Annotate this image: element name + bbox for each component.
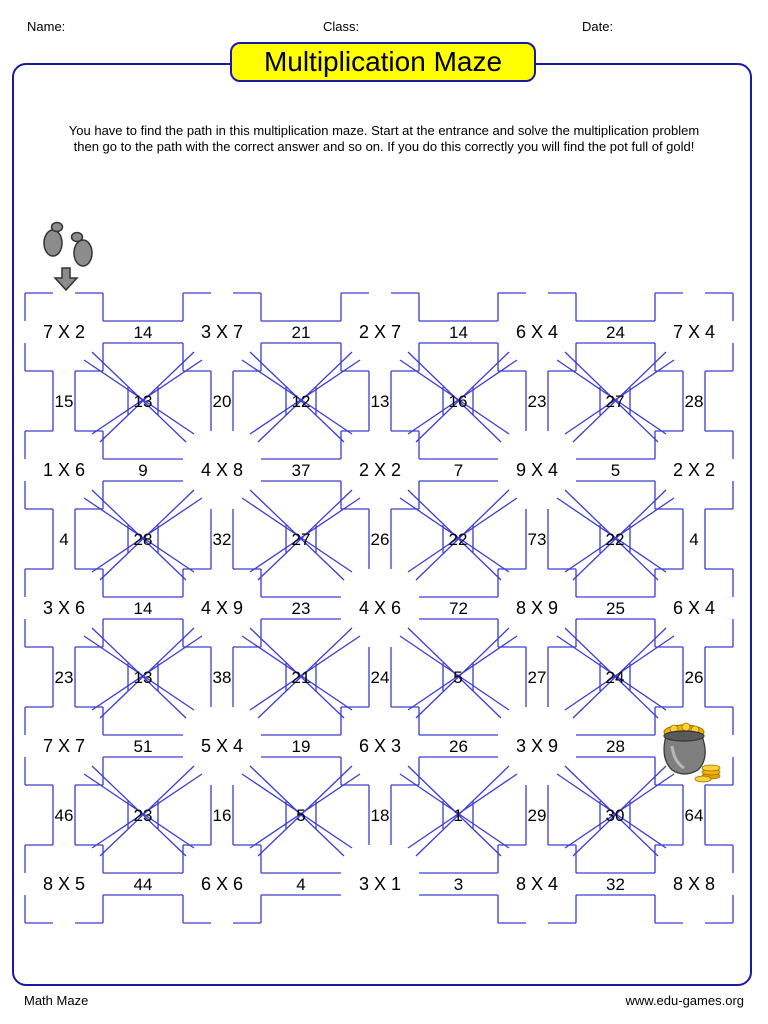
maze-answer: 7 bbox=[453, 461, 464, 480]
maze-answer: 5 bbox=[610, 461, 621, 480]
maze-answer: 64 bbox=[684, 806, 704, 825]
maze-answer: 26 bbox=[449, 737, 468, 756]
maze-problem: 6 X 6 bbox=[200, 874, 244, 894]
maze-answer: 27 bbox=[291, 530, 311, 549]
maze-problem: 4 X 8 bbox=[200, 460, 244, 480]
maze-answer: 13 bbox=[133, 668, 153, 687]
maze-answer: 28 bbox=[684, 392, 704, 411]
maze-problem: 9 X 4 bbox=[515, 460, 559, 480]
maze-answer: 15 bbox=[54, 392, 74, 411]
maze-answer: 5 bbox=[296, 806, 306, 825]
maze-answer: 21 bbox=[291, 323, 311, 342]
maze-problem: 1 X 6 bbox=[42, 460, 86, 480]
down-arrow-icon bbox=[55, 268, 77, 290]
maze-problem: 3 X 6 bbox=[42, 598, 86, 618]
maze-answer: 23 bbox=[291, 599, 311, 618]
maze-answer: 20 bbox=[212, 392, 232, 411]
maze-answer: 18 bbox=[370, 806, 390, 825]
maze-answer: 38 bbox=[212, 668, 232, 687]
maze-answer: 14 bbox=[133, 323, 153, 342]
maze-answer: 24 bbox=[605, 668, 625, 687]
footer-right: www.edu-games.org bbox=[625, 993, 744, 1008]
maze-answer: 21 bbox=[291, 668, 311, 687]
maze-problem: 3 X 1 bbox=[358, 874, 402, 894]
maze-answer: 19 bbox=[291, 737, 311, 756]
footprints-icon bbox=[44, 223, 92, 267]
maze-answer: 29 bbox=[527, 806, 547, 825]
maze-answer: 30 bbox=[605, 806, 625, 825]
maze-answer: 3 bbox=[453, 875, 464, 894]
maze-answer: 22 bbox=[605, 530, 625, 549]
maze-answer: 23 bbox=[133, 806, 153, 825]
instructions-line-1: You have to find the path in this multiplication maze. Start at the entrance and solve the multiplication problem bbox=[68, 123, 700, 138]
maze-answer: 23 bbox=[527, 392, 547, 411]
maze-problem: 2 X 7 bbox=[358, 322, 402, 342]
maze-problem: 2 X 2 bbox=[358, 460, 402, 480]
maze-problem: 8 X 4 bbox=[515, 874, 559, 894]
date-label: Date: bbox=[582, 19, 614, 34]
maze-answer: 4 bbox=[59, 530, 69, 549]
maze-answer: 24 bbox=[606, 323, 625, 342]
instructions-line-2: then go to the path with the correct answer and so on. If you do this correctly you will find the pot full of gold! bbox=[73, 139, 695, 154]
maze-answer: 13 bbox=[370, 392, 390, 411]
maze-answer: 5 bbox=[453, 668, 463, 687]
maze-problem: 8 X 5 bbox=[42, 874, 86, 894]
maze-answer: 4 bbox=[689, 530, 699, 549]
maze-answer: 23 bbox=[54, 668, 74, 687]
maze-problem: 5 X 4 bbox=[200, 736, 244, 756]
maze-answer: 26 bbox=[370, 530, 390, 549]
pot-of-gold-icon bbox=[664, 723, 720, 782]
maze-answer: 73 bbox=[527, 530, 547, 549]
worksheet-title: Multiplication Maze bbox=[230, 42, 536, 82]
maze-problem: 6 X 4 bbox=[672, 598, 716, 618]
maze-answer: 32 bbox=[606, 875, 625, 894]
maze-problem: 2 X 2 bbox=[672, 460, 716, 480]
maze-answer: 32 bbox=[212, 530, 232, 549]
maze-problem: 7 X 2 bbox=[42, 322, 86, 342]
maze-answer: 25 bbox=[606, 599, 625, 618]
maze-answer: 24 bbox=[370, 668, 390, 687]
class-label: Class: bbox=[323, 19, 360, 34]
maze-answer: 27 bbox=[527, 668, 547, 687]
maze-answer: 4 bbox=[296, 875, 306, 894]
maze-answer: 16 bbox=[448, 392, 468, 411]
maze-answer: 28 bbox=[606, 737, 625, 756]
maze-answer: 9 bbox=[138, 461, 148, 480]
maze-answer: 14 bbox=[449, 323, 468, 342]
maze-problem: 4 X 9 bbox=[200, 598, 244, 618]
maze-answer: 1 bbox=[453, 806, 463, 825]
maze-problem: 4 X 6 bbox=[358, 598, 402, 618]
maze-answer: 13 bbox=[133, 392, 153, 411]
footer-left: Math Maze bbox=[24, 993, 89, 1008]
maze-problem: 7 X 4 bbox=[672, 322, 716, 342]
maze-problem: 8 X 8 bbox=[672, 874, 716, 894]
maze-problem: 3 X 9 bbox=[515, 736, 559, 756]
maze-answer: 51 bbox=[133, 737, 153, 756]
maze-problem: 6 X 4 bbox=[515, 322, 559, 342]
maze-answer: 72 bbox=[449, 599, 468, 618]
maze-answer: 44 bbox=[133, 875, 153, 894]
maze-answer: 28 bbox=[133, 530, 153, 549]
maze-answer: 46 bbox=[54, 806, 74, 825]
maze-answer: 12 bbox=[291, 392, 311, 411]
maze-answer: 14 bbox=[133, 599, 153, 618]
maze-problem: 3 X 7 bbox=[200, 322, 244, 342]
maze-answer: 27 bbox=[605, 392, 625, 411]
maze-answer: 22 bbox=[448, 530, 468, 549]
name-label: Name: bbox=[27, 19, 66, 34]
maze-problem: 6 X 3 bbox=[358, 736, 402, 756]
maze-problem: 7 X 7 bbox=[42, 736, 86, 756]
maze-answer: 37 bbox=[291, 461, 311, 480]
maze-answer: 16 bbox=[212, 806, 232, 825]
maze-problem: 8 X 9 bbox=[515, 598, 559, 618]
maze-answer: 26 bbox=[684, 668, 704, 687]
